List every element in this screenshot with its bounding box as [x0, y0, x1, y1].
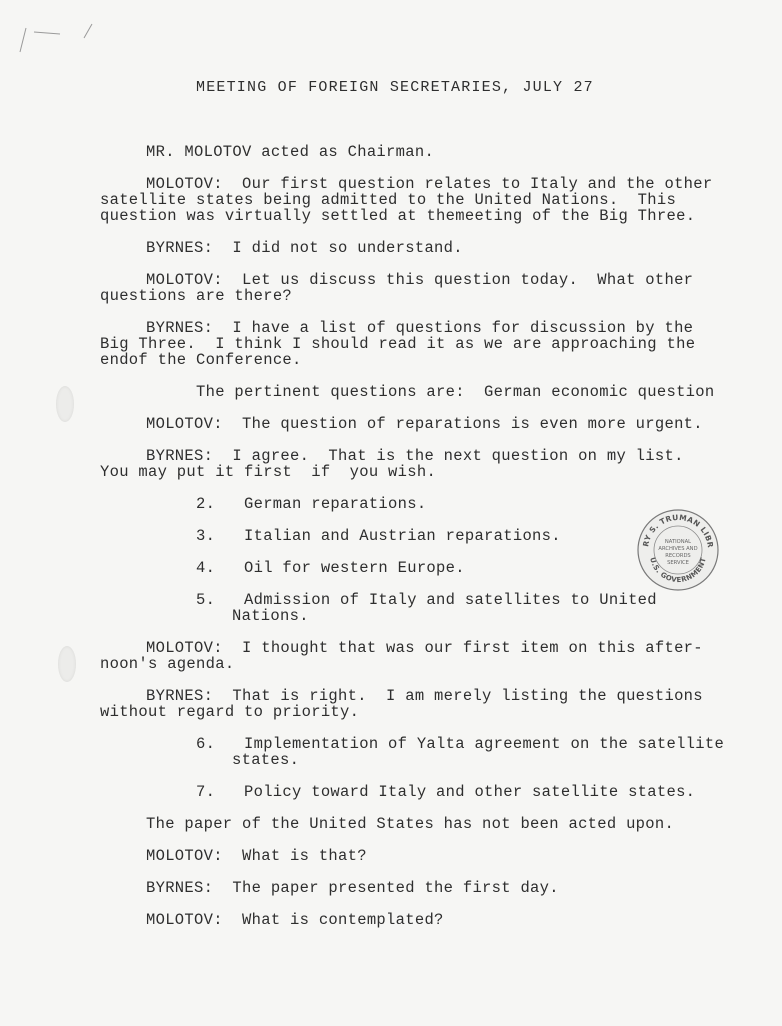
stamp-top-text: RY S. TRUMAN LIBR	[641, 512, 716, 549]
document-title: MEETING OF FOREIGN SECRETARIES, JULY 27	[196, 79, 594, 96]
stamp-center-line: RECORDS	[665, 553, 691, 559]
stamp-center-line: NATIONAL	[664, 539, 692, 545]
list-item: 5. Admission of Italy and satellites to United	[196, 591, 657, 609]
text-line: satellite states being admitted to the United Nations. This	[100, 191, 677, 209]
text-line: endof the Conference.	[100, 351, 302, 369]
punch-hole	[56, 386, 74, 422]
list-item: 7. Policy toward Italy and other satellite states.	[196, 783, 696, 801]
list-item: 6. Implementation of Yalta agreement on the satellite	[196, 735, 725, 753]
list-item: 2. German reparations.	[196, 495, 427, 513]
text-line: The paper of the United States has not been acted upon.	[146, 815, 675, 833]
stamp-bottom-text: U.S. GOVERNMENT	[648, 556, 708, 585]
pen-mark	[14, 18, 94, 63]
text-line: MOLOTOV: What is contemplated?	[146, 911, 444, 929]
stamp-center-line: SERVICE	[667, 560, 689, 566]
text-line: BYRNES: The paper presented the first day.	[146, 879, 559, 897]
text-line: MOLOTOV: What is that?	[146, 847, 367, 865]
list-item: Nations.	[232, 607, 309, 625]
text-line: questions are there?	[100, 287, 293, 305]
text-line: MOLOTOV: Let us discuss this question today. What other	[146, 271, 694, 289]
list-item: states.	[232, 751, 300, 769]
stamp-center-line: ARCHIVES AND	[658, 546, 698, 552]
text-line: BYRNES: I have a list of questions for discussion by the	[146, 319, 694, 337]
text-line: The pertinent questions are: German economic question	[196, 383, 715, 401]
text-line: BYRNES: I did not so understand.	[146, 239, 463, 257]
text-line: question was virtually settled at themeeting of the Big Three.	[100, 207, 696, 225]
punch-hole	[58, 646, 76, 682]
text-line: without regard to priority.	[100, 703, 360, 721]
text-line: MR. MOLOTOV acted as Chairman.	[146, 143, 435, 161]
text-line: MOLOTOV: I thought that was our first item on this after-	[146, 639, 703, 657]
text-line: Big Three. I think I should read it as we are approaching the	[100, 335, 696, 353]
list-item: 3. Italian and Austrian reparations.	[196, 527, 561, 545]
text-line: BYRNES: That is right. I am merely listing the questions	[146, 687, 703, 705]
list-item: 4. Oil for western Europe.	[196, 559, 465, 577]
text-line: noon's agenda.	[100, 655, 235, 673]
archive-stamp	[636, 508, 720, 592]
text-line: BYRNES: I agree. That is the next question on my list.	[146, 447, 684, 465]
text-line: MOLOTOV: The question of reparations is even more urgent.	[146, 415, 703, 433]
text-line: You may put it first if you wish.	[100, 463, 437, 481]
text-line: MOLOTOV: Our first question relates to Italy and the other	[146, 175, 713, 193]
